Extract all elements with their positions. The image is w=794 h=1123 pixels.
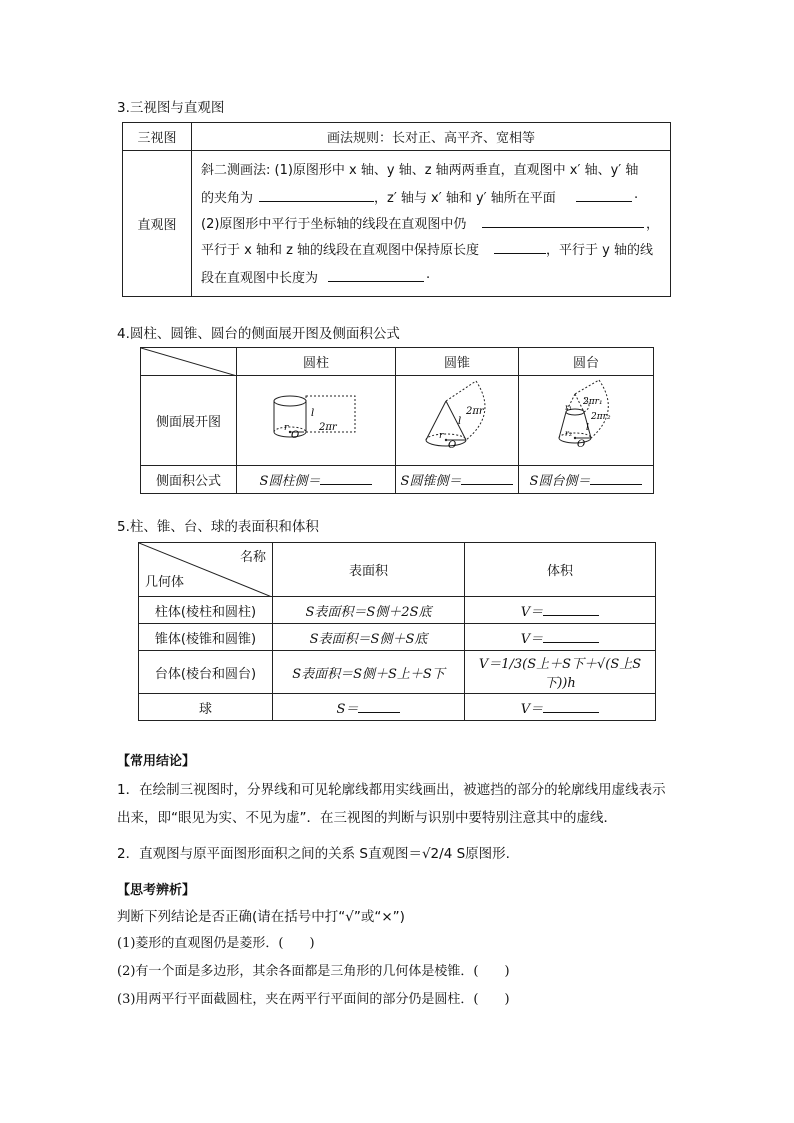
conclusions-heading: 【常用结论】 <box>117 754 196 769</box>
blank-cone-area[interactable] <box>461 472 513 485</box>
cyl-r-label: r <box>284 423 289 433</box>
blank-sphere-volume[interactable] <box>543 700 599 713</box>
thinking-heading: 【思考辨析】 <box>117 883 196 898</box>
table-lateral-area <box>140 347 654 494</box>
frustum-o-label: O <box>577 439 586 450</box>
rule-line-5b: . <box>426 267 431 282</box>
rule-line-5a: 段在直观图中长度为 <box>201 271 319 286</box>
rule-line-3a: (2)原图形中平行于坐标轴的线段在直观图中仍 <box>201 217 467 232</box>
header-surface: 表面积 <box>273 543 465 597</box>
blank-plane[interactable] <box>576 189 632 202</box>
table-intuitive-drawing <box>122 122 671 297</box>
blank-pyramid-volume[interactable] <box>543 630 599 643</box>
row-frustum-surface: S表面积＝S侧＋S上＋S下 <box>273 651 465 694</box>
row-frustum-volume: V＝1/3(S上＋S下＋√(S上S下))h <box>465 651 656 694</box>
cylinder-unfold-figure <box>237 376 395 461</box>
section3-heading: 3.三视图与直观图 <box>117 100 225 116</box>
cyl-o-label: O <box>291 430 300 441</box>
blank-sphere-surface[interactable] <box>358 700 400 713</box>
frustum-l-label: l <box>586 423 589 433</box>
cyl-l-label: l <box>311 408 315 419</box>
header-cylinder: 圆柱 <box>237 348 396 376</box>
frustum-unfold-figure <box>519 376 653 461</box>
row-prism-name: 柱体(棱柱和圆柱) <box>139 597 273 624</box>
table-header-three-views: 三视图 <box>123 123 192 151</box>
row-sphere-surface: S＝ <box>336 701 359 717</box>
frustum-formula-cell <box>519 466 654 494</box>
cone-unfold-figure <box>396 376 518 461</box>
cone-unfold-cell <box>396 376 519 466</box>
rule-line-2b: ，z′ 轴与 x′ 轴和 y′ 轴所在平面 <box>374 191 556 206</box>
blank-angle[interactable] <box>259 189 374 202</box>
table-header-drawing-rule: 画法规则：长对正、高平齐、宽相等 <box>192 123 671 151</box>
corner-name: 名称 <box>239 550 266 565</box>
cone-arc-label: 2πr <box>466 406 484 417</box>
intuitive-rules-cell <box>192 151 671 297</box>
cone-formula-cell <box>396 466 519 494</box>
rule-line-2a: 的夹角为 <box>201 191 254 206</box>
corner-cell <box>141 348 237 376</box>
conclusion-1-line-2: 出来，即“眼见为实、不见为虚”．在三视图的判断与识别中要特别注意其中的虚线． <box>117 810 617 826</box>
thinking-item-2: (2)有一个面是多边形，其余各面都是三角形的几何体是棱锥．( ) <box>117 964 510 979</box>
corner-cell-5 <box>139 543 273 597</box>
cone-o-label: O <box>448 440 457 451</box>
blank-frustum-area[interactable] <box>590 472 642 485</box>
frustum-arc2-label: 2πr₂ <box>591 412 611 422</box>
thinking-item-3: (3)用两平行平面截圆柱，夹在两平行平面间的部分仍是圆柱．( ) <box>117 992 510 1007</box>
cyl-arc-label: 2πr <box>319 422 337 433</box>
rule-line-4b: ，平行于 y 轴的线 <box>546 243 653 258</box>
header-frustum: 圆台 <box>519 348 654 376</box>
rule-line-2c: . <box>634 187 639 202</box>
row-sphere-surface-cell <box>273 694 465 721</box>
frustum-unfold-cell <box>519 376 654 466</box>
section4-heading: 4.圆柱、圆锥、圆台的侧面展开图及侧面积公式 <box>117 326 400 342</box>
row-pyramid-volume-cell <box>465 624 656 651</box>
conclusion-1-line-1: 1．在绘制三视图时，分界线和可见轮廓线都用实线画出，被遮挡的部分的轮廓线用虚线表示 <box>117 782 666 798</box>
rule-line-4a: 平行于 x 轴和 z 轴的线段在直观图中保持原长度 <box>201 243 480 258</box>
row-frustum-name: 台体(棱台和圆台) <box>139 651 273 694</box>
header-volume: 体积 <box>465 543 656 597</box>
row-label-intuitive: 直观图 <box>123 151 192 297</box>
row-pyramid-name: 锥体(棱锥和圆锥) <box>139 624 273 651</box>
blank-length-xz[interactable] <box>494 241 546 254</box>
header-cone: 圆锥 <box>396 348 519 376</box>
diagonal-line <box>141 348 237 376</box>
blank-cylinder-area[interactable] <box>320 472 372 485</box>
cylinder-formula-cell <box>237 466 396 494</box>
cone-l-label: l <box>458 416 462 427</box>
conclusion-2: 2．直观图与原平面图形面积之间的关系 S直观图＝√2/4 S原图形. <box>117 846 510 862</box>
blank-parallel[interactable] <box>482 215 644 228</box>
section5-heading: 5.柱、锥、台、球的表面积和体积 <box>117 519 319 535</box>
row-sphere-name: 球 <box>139 694 273 721</box>
row-label-formula: 侧面积公式 <box>141 466 237 494</box>
frustum-formula: S圆台侧＝ <box>529 474 591 489</box>
frustum-arc1-label: 2πr₁ <box>583 397 603 407</box>
row-prism-surface: S表面积＝S侧＋2S底 <box>273 597 465 624</box>
corner-solid: 几何体 <box>145 575 185 590</box>
row-prism-volume: V＝ <box>520 604 544 620</box>
cylinder-formula: S圆柱侧＝ <box>259 474 321 489</box>
cone-formula: S圆锥侧＝ <box>400 474 462 489</box>
cone-r-label: r <box>439 431 444 441</box>
thinking-intro: 判断下列结论是否正确(请在括号中打“√”或“×”) <box>117 909 405 925</box>
table-surface-volume <box>138 542 656 721</box>
row-sphere-volume-cell <box>465 694 656 721</box>
blank-prism-volume[interactable] <box>543 603 599 616</box>
row-prism-volume-cell <box>465 597 656 624</box>
cylinder-unfold-cell <box>237 376 396 466</box>
frustum-r2-label: r₂ <box>565 429 573 438</box>
row-pyramid-volume: V＝ <box>520 631 544 647</box>
thinking-item-1: (1)菱形的直观图仍是菱形．( ) <box>117 936 315 951</box>
row-pyramid-surface: S表面积＝S侧＋S底 <box>273 624 465 651</box>
frustum-r1-label: r₁ <box>565 403 573 412</box>
row-sphere-volume: V＝ <box>520 701 544 717</box>
blank-length-y[interactable] <box>328 269 424 282</box>
rule-line-3b: ， <box>646 217 660 232</box>
row-label-unfold: 侧面展开图 <box>141 376 237 466</box>
rule-line-1: 斜二测画法: (1)原图形中 x 轴、y 轴、z 轴两两垂直，直观图中 x′ 轴、y′ 轴 <box>201 163 639 178</box>
